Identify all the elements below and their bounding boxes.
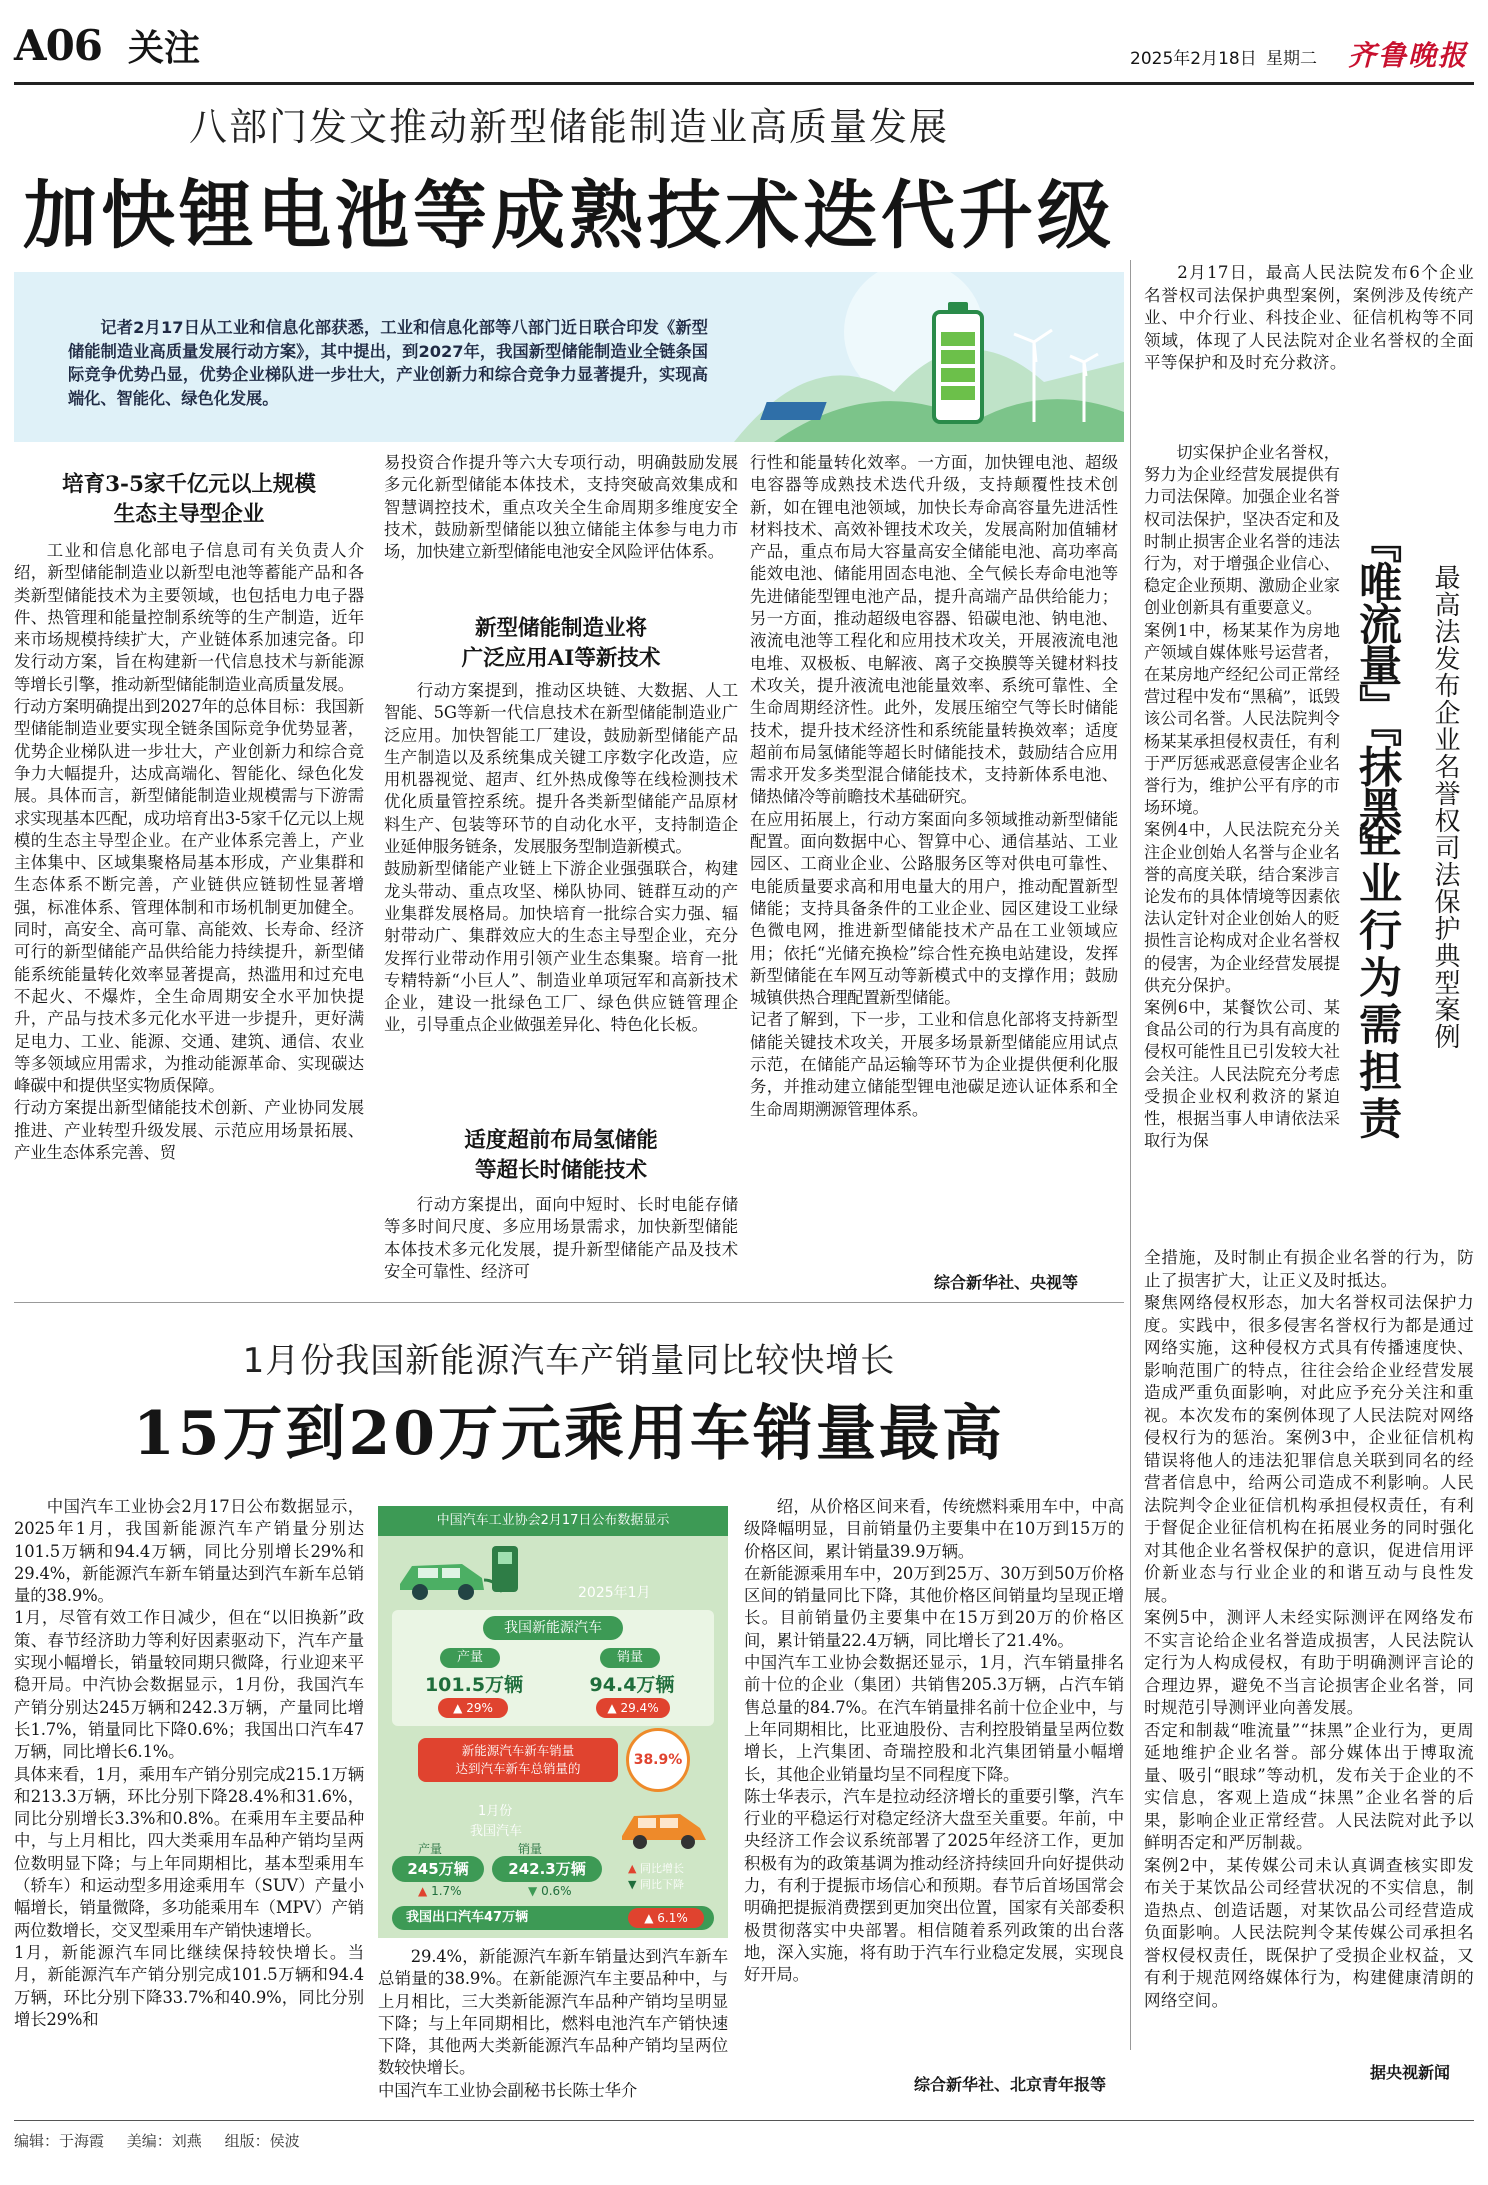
story1-col2-subhead1: 新型储能制造业将 广泛应用AI等新技术 — [461, 616, 661, 671]
nev-sales-value: 94.4万辆 — [589, 1674, 675, 1696]
story1-col1-subhead: 培育3-5家千亿元以上规模 生态主导型企业 — [62, 472, 316, 527]
story2-text-bottom: 全措施，及时制止有损企业名誉的行为，防止了损害扩大，让正义及时抵达。 聚焦网络侵权形态，加大名誉权司法保护力度。实践中，很多侵害名誉权行为都是通过网络实施，这种侵权方式具有传播速度快、影响范围广的特点，往往会给企业经营发展造成严重负面影响，对此应予充分关注和重视。本次发布的案例体现了人民法院对网络侵权行为的惩治。案例3中，企业征信机构错误将他人的违法犯罪信息关联到同名的经营者信息中，给两公司造成不利影响。人民法院判令企业征信机构承担侵权责任，有利于督促企业征信机构在拓展业务的同时强化对其他企业名誉权保护的意识，促进信用评价新业态与行业企业的和谐互动与良性发展。 案例5中，测评人未经实际测评在网络发布不实言论给企业名誉造成损害，人民法院认定行为人构成侵权，有助于明确测评言论的合理边界，避免不当言论损害企业名誉，同时规范引导测评业向善发展。 否定和制裁“唯流量”“抹黑”企业行为，更周延地维护企业名誉。部分媒体出于博取流量、吸引“眼球”等动机，发布关于企业的不实信息，客观上造成“抹黑”企业名誉的后果，影响企业正常经营。人民法院对此予以鲜明否定和严厉制裁。 案例2中，某传媒公司未认真调查核实即发布关于某饮品公司经营状况的不实信息，制造热点、创造话题，对某饮品公司经营造成负面影响。人民法院判令某传媒公司承担名誉权侵权责任，既保护了受损企业权益，又有利于规范网络媒体行为，构建健康清朗的网络空间。 — [1144, 1248, 1474, 2010]
story1-headline: 加快锂电池等成熟技术迭代升级 — [23, 173, 1115, 259]
story1-col1-text: 工业和信息化部电子信息司有关负责人介绍，新型储能制造业以新型电池等蓄能产品和各类新型储能技术为主要领域，也包括电力电子器件、热管理和能量控制系统等的生产制造，近年来市场规模持续扩大，产业链体系加速完备。印发行动方案，旨在构建新一代信息技术与新能源等增长引擎，推动新型储能制造业高质量发展。 行动方案明确提出到2027年的总体目标：我国新型储能制造业要实现全链条国际竞争优势显著，优势企业梯队进一步壮大，产业创新力和综合竞争力大幅提升，达成高端化、智能化、绿色化发展。具体而言，新型储能制造业规模需与下游需求实现基本匹配，成功培育出3-5家千亿元以上规模的生态主导型企业。在产业体系完善上，产业主体集中、区域集聚格局基本形成，产业集群和生态体系不断完善，产业链供应链韧性显著增强，标准体系、管理体制和市场机制更加健全。同时，高安全、高可靠、高能效、长寿命、经济可行的新型储能产品供给能力持续提升，新型储能系统能量转化效率显著提高，热滥用和过充电不起火、不爆炸，全生命周期安全水平加快提升，产品与技术多元化水平进一步提升，更好满足电力、工业、能源、交通、建筑、通信、农业等多领域应用需求，为推动能源革命、实现碳达峰碳中和提供坚实物质保障。 行动方案提出新型储能技术创新、产业协同发展推进、产业转型升级发展、示范应用场景拓展、产业生态体系完善、贸 — [14, 541, 364, 1163]
masthead-rule — [14, 82, 1474, 85]
export-bar — [392, 1906, 714, 1930]
story3-kicker: 1月份我国新能源汽车产销量同比较快增长 — [242, 1341, 896, 1381]
footer-rule — [14, 2120, 1474, 2121]
infographic-month1: 2025年1月 — [578, 1585, 651, 1601]
down-arrow-icon: ▼ — [628, 1878, 637, 1891]
issue-date: 2025年2月18日 — [1130, 49, 1257, 69]
story1-col3-text: 行性和能量转化效率。一方面，加快锂电池、超级电容器等成熟技术迭代升级，支持颠覆性技术创新，如在锂电池领域，加快长寿命高容量先进活性材料技术、高效补锂技术攻关，发展高附加值辅材产品，重点布局大容量高安全储能电池、高功率高能效电池、储能用固态电池、全气候长寿命电池等先进储能型锂电池产品，提升高端产品供给能力；另一方面，推动超级电容器、铅碳电池、钠电池、液流电池等工程化和应用技术攻关，开展液流电池电堆、双极板、电解液、离子交换膜等关键材料技术攻关，提升液流电池能量效率、系统可靠性、全生命周期经济性。此外，发展压缩空气等长时储能技术，提升技术经济性和系统能量转换效率；适度超前布局氢储能等超长时储能技术，鼓励结合应用需求开发多类型混合储能技术，支持新体系电池、储热储冷等前瞻技术基础研究。 在应用拓展上，行动方案面向多领域推动新型储能配置。面向数据中心、智算中心、通信基站、工业园区、工商业企业、公路服务区等对供电可靠性、电能质量要求高和用电量大的用户，推动配置新型储能；支持具备条件的工业企业、园区建设工业绿色微电网，推进新型储能技术产品在工业领域应用；依托“光储充换检”综合性充换电站建设，发挥新型储能在车网互动等新模式中的支撑作用；鼓励城镇供热合理配置新型储能。 记者了解到，下一步，工业和信息化部将支持新型储能关键技术攻关，开展多场景新型储能应用试点示范，在储能产品运输等环节为企业提供便利化服务，并推动建立储能型锂电池碳足迹认证体系和全生命周期溯源管理体系。 — [750, 453, 1118, 1119]
nev-sales-growth-value: 29.4% — [620, 1701, 659, 1715]
paper-logo: 齐鲁晚报 — [1348, 39, 1469, 72]
story1-lead: 记者2月17日从工业和信息化部获悉，工业和信息化部等八部门近日联合印发《新型储能制造业高质量发展行动方案》，其中提出，到2027年，我国新型储能制造业全链条国际竞争优势凸显，优势企业梯队进一步壮大，产业创新力和综合竞争力显著提升，实现高端化、智能化、绿色化发展。 — [68, 318, 708, 408]
story1-col2-text1: 易投资合作提升等六大专项行动，明确鼓励发展多元化新型储能本体技术，支持突破高效集成和智慧调控技术，重点攻关全生命周期多维度安全技术，鼓励新型储能以独立储能主体参与电力市场，加快建立新型储能电池安全风险评估体系。 — [384, 453, 738, 562]
nev-prod-growth-value: 29% — [466, 1701, 493, 1715]
infographic-banner — [378, 1506, 728, 1536]
issue-weekday: 星期二 — [1266, 49, 1317, 69]
page-number: A06 — [14, 21, 103, 70]
footer-layout: 组版：侯波 — [224, 2132, 300, 2150]
car-prod-value: 245万辆 — [392, 1856, 484, 1882]
up-arrow-icon: ▲ — [607, 1701, 617, 1715]
nev-prod-value: 101.5万辆 — [424, 1674, 524, 1696]
footer-art: 美编：刘燕 — [126, 2132, 202, 2150]
car-sales-label: 销量 — [518, 1842, 543, 1856]
story1-col2-text2: 行动方案提到，推动区块链、大数据、人工智能、5G等新一代信息技术在新型储能制造业广泛应用。加快智能工厂建设，鼓励新型储能产品生产制造以及系统集成关键工序数字化改造，应用机器视觉、超声、红外热成像等在线检测技术优化质量管控系统。提升各类新型储能产品原材料生产、包装等环节的自动化水平，支持制造企业延伸服务链条，发展服务型制造新模式。 鼓励新型储能产业链上下游企业强强联合，构建龙头带动、重点攻坚、梯队协同、链群互动的产业集群发展格局。加快培育一批综合实力强、辐射带动广、集群效应大的生态主导型企业，充分发挥行业带动作用引领产业生态集聚。培育一批专精特新“小巨人”、制造业单项冠军和高新技术企业，建设一批绿色工厂、绿色供应链管理企业，引导重点企业做强差异化、特色化长板。 — [384, 681, 738, 1035]
legend-up-label: 同比增长 — [639, 1862, 684, 1875]
nev-stats-card — [392, 1610, 714, 1726]
car-sales-change — [528, 1884, 572, 1898]
story1-lead-box — [14, 272, 1124, 442]
story3-headline: 15万到20万元乘用车销量最高 — [133, 1399, 1005, 1469]
story3-col1-text: 中国汽车工业协会2月17日公布数据显示，2025年1月，我国新能源汽车产销量分别达101.5万辆和94.4万辆，同比分别增长29%和29.4%，新能源汽车新车销量达到汽车新车总销量的38.9%。 1月，尽管有效工作日减少，但在“以旧换新”政策、春节经济助力等利好因素驱动下，汽车产量实现小幅增长，销量较同期只微降，行业迎来平稳开局。中汽协会数据显示，1月份，我国汽车产销分别达245万辆和242.3万辆，产量同比增长1.7%，销量同比下降0.6%；我国出口汽车47万辆，同比增长6.1%。 具体来看，1月，乘用车产销分别完成215.1万辆和213.3万辆，环比分别下降28.4%和31.6%，同比分别增长3.3%和0.8%。在乘用车主要品种中，与上月相比，四大类乘用车品种产销均呈两位数明显下降；与上年同期相比，基本型乘用车（轿车）和运动型多用途乘用车（SUV）产量小幅增长，销量微降，多功能乘用车（MPV）产销两位数增长，交叉型乘用车产销快速增长。 1月，新能源汽车同比继续保持较快增长。当月，新能源汽车产销分别完成101.5万辆和94.4万辆，环比分别下降33.7%和40.9%，同比分别增长29%和 — [14, 1497, 364, 2029]
section-name: 关注 — [128, 27, 201, 69]
export-label: 我国出口汽车47万辆 — [406, 1910, 529, 1925]
story3-col2-text: 29.4%，新能源汽车新车销量达到汽车新车总销量的38.9%。在新能源汽车主要品种中，与上月相比，三大类新能源汽车品种产销均呈明显下降；与上年同期相比，燃料电池汽车产销快速下降，其他两大类新能源汽车品种产销均呈两位数较快增长。 中国汽车工业协会副秘书长陈士华介 — [378, 1947, 728, 2100]
up-arrow-icon: ▲ — [418, 1884, 428, 1898]
down-arrow-icon: ▼ — [528, 1884, 538, 1898]
infographic-month2: 1月份 — [478, 1804, 513, 1819]
car-icon — [616, 1796, 716, 1852]
story2-kicker: 最高法发布企业名誉权司法保护典型案例 — [1430, 564, 1460, 1050]
nev-share-text: 新能源汽车新车销量 达到汽车新车总销量的 — [418, 1738, 618, 1782]
footer-editor: 编辑：于海霞 — [14, 2132, 105, 2150]
legend-up — [628, 1860, 684, 1876]
story2-text-top: 2月17日，最高人民法院发布6个企业名誉权司法保护典型案例，案例涉及传统产业、中介行业、科技企业、征信机构等不同领域，体现了人民法院对企业名誉权的全面平等保护和及时充分救济。 — [1144, 263, 1474, 372]
car-prod-change — [418, 1884, 462, 1898]
story1-col2-text3: 行动方案提出，面向中短时、长时电能存储等多时间尺度、多应用场景需求，加快新型储能本体技术多元化发展，提升新型储能产品及技术安全可靠性、经济可 — [384, 1195, 738, 1281]
export-growth-value: 6.1% — [657, 1911, 688, 1925]
story1-kicker: 八部门发文推动新型储能制造业高质量发展 — [188, 105, 949, 149]
car-sales-change-value: 0.6% — [541, 1884, 572, 1898]
export-growth — [628, 1908, 704, 1928]
nev-title: 我国新能源汽车 — [483, 1616, 623, 1640]
story2-text-mid: 切实保护企业名誉权，努力为企业经营发展提供有力司法保障。加强企业名誉权司法保护，坚决否定和及时制止损害企业名誉的违法行为，对于增强企业信心、稳定企业预期、激励企业家创业创新具有重要意义。 案例1中，杨某某作为房地产领域自媒体账号运营者，在某房地产经纪公司正常经营过程中发布“黑稿”，诋毁该公司名誉。人民法院判令杨某某承担侵权责任，有利于严厉惩戒恶意侵害企业名誉行为，维护公平有序的市场环境。 案例4中，人民法院充分关注企业创始人名誉与企业名誉的高度关联，结合案涉言论发布的具体情境等因素依法认定针对企业创始人的贬损性言论构成对企业名誉权的侵害，为企业经营发展提供充分保护。 案例6中，某餐饮公司、某食品公司的行为具有高度的侵权可能性且已引发较大社会关注。人民法院充分考虑受损企业权利救济的紧迫性，根据当事人申请依法采取行为保 — [1144, 443, 1340, 1151]
story2-credit: 据央视新闻 — [1370, 2063, 1451, 2082]
story2-headline — [1352, 520, 1474, 1220]
up-arrow-icon: ▲ — [644, 1911, 654, 1925]
up-arrow-icon: ▲ — [628, 1862, 637, 1875]
legend-down-label: 同比下降 — [639, 1878, 684, 1891]
story2-headline-line1: 『唯流量』『抹黑』 — [1352, 520, 1402, 868]
nev-prod-label: 产量 — [440, 1648, 500, 1668]
legend-down — [628, 1876, 684, 1892]
nev-infographic — [378, 1506, 728, 1938]
story-divider — [14, 1302, 1124, 1303]
story1-col2-subhead2: 适度超前布局氢储能 等超长时储能技术 — [464, 1128, 658, 1183]
ev-charging-icon — [392, 1540, 532, 1610]
column-divider — [1130, 260, 1131, 2050]
story2-headline-line2: 企业行为需担责 — [1352, 814, 1402, 1143]
car-title: 我国汽车 — [470, 1824, 523, 1839]
nev-share-value: 38.9% — [626, 1728, 690, 1792]
car-prod-change-value: 1.7% — [431, 1884, 462, 1898]
nev-sales-label: 销量 — [600, 1648, 660, 1668]
story3-col3-text: 绍，从价格区间来看，传统燃料乘用车中，中高级降幅明显，目前销量仍主要集中在10万到15万的价格区间，累计销量39.9万辆。 在新能源乘用车中，20万到25万、30万到50万价格区间的销量同比下降，其他价格区间销量均呈现正增长。目前销量仍主要集中在15万到20万的价格区间，累计销量22.4万辆，同比增长了21.4%。 中国汽车工业协会数据还显示，1月，汽车销量排名前十位的企业（集团）共销售205.3万辆，占汽车销售总量的84.7%。在汽车销量排名前十位企业中，与上年同期相比，比亚迪股份、吉利控股销量呈两位数增长，上汽集团、奇瑞控股和北汽集团销量小幅增长，其他企业销量均呈不同程度下降。 陈士华表示，汽车是拉动经济增长的重要引擎，汽车行业的平稳运行对稳定经济大盘至关重要。年前，中央经济工作会议系统部署了2025年经济工作，更加积极有为的政策基调为推动经济持续回升向好提供动力，有利于提振市场信心和预期。春节后首场国常会明确把提振消费摆到更加突出位置，国家有关部委积极贯彻落实中央部署。相信随着系列政策的出台落地，深入实施，将有助于汽车行业稳定发展，实现良好开局。 — [744, 1497, 1124, 1985]
story3-credit: 综合新华社、北京青年报等 — [914, 2075, 1107, 2094]
nev-prod-growth — [438, 1698, 508, 1718]
infographic-banner-text: 中国汽车工业协会2月17日公布数据显示 — [436, 1513, 670, 1528]
footer-credits — [14, 2130, 300, 2151]
nev-sales-growth — [596, 1698, 670, 1718]
car-sales-value: 242.3万辆 — [492, 1856, 602, 1882]
up-arrow-icon: ▲ — [453, 1701, 463, 1715]
car-prod-label: 产量 — [418, 1842, 443, 1856]
story1-credit: 综合新华社、央视等 — [934, 1273, 1079, 1292]
